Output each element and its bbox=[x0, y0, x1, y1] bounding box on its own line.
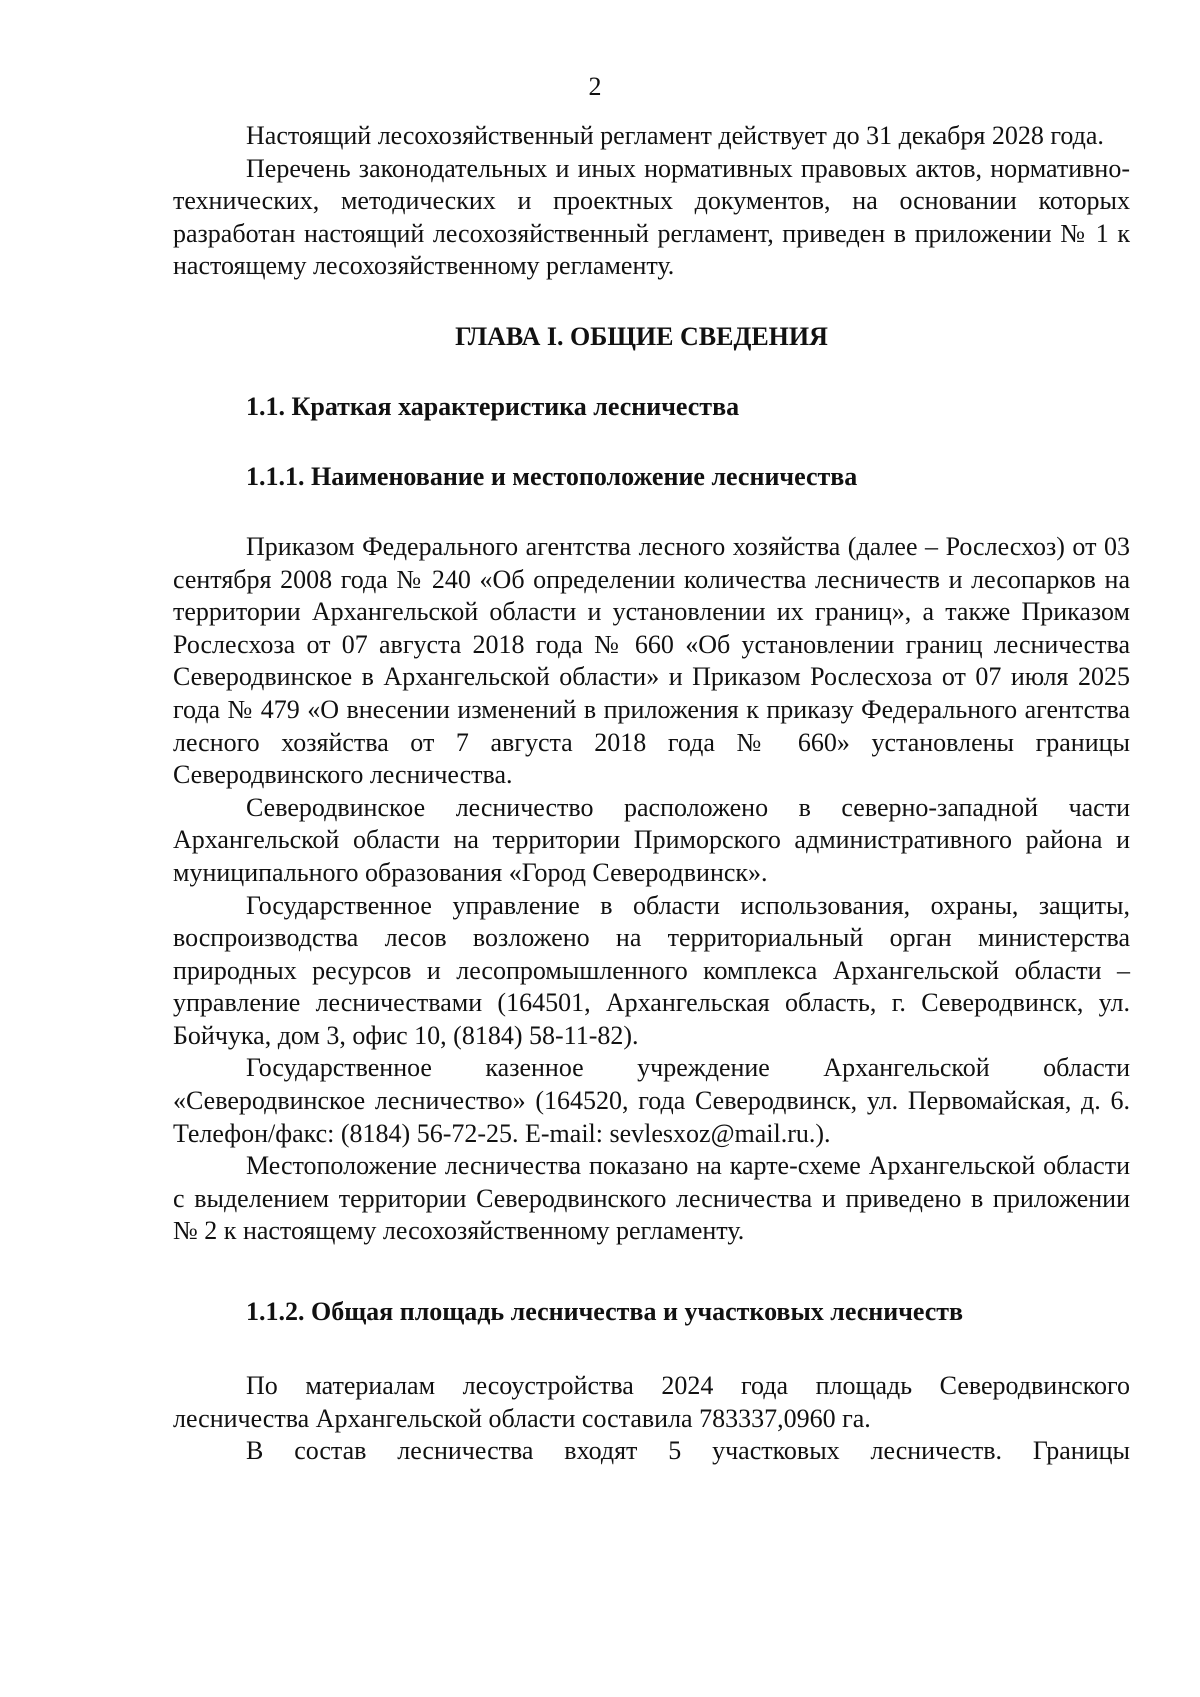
location-paragraph: Северодвинское лесничество расположено в северно-западной части Архангельской области на территории Приморского административного района и муниципального образования «Город Северодвинск». bbox=[173, 792, 1130, 887]
map-reference-paragraph: Местоположение лесничества показано на карте-схеме Архангельской области с выделением территории Северодвинского лесничества и приведено в приложении № 2 к настоящему лесохозяйственному регламенту. bbox=[173, 1151, 1130, 1246]
sub-forestries-paragraph: В состав лесничества входят 5 участковых лесничеств. Границы bbox=[246, 1436, 1130, 1466]
area-paragraph: По материалам лесоустройства 2024 года площадь Северодвинского лесничества Архангельской области составила 783337,0960 га. bbox=[173, 1371, 1130, 1433]
section-1-1-1-title: 1.1.1. Наименование и местоположение лесничества bbox=[246, 461, 858, 491]
boundaries-paragraph: Приказом Федерального агентства лесного хозяйства (далее – Рослесхоз) от 03 сентября 2008 года № 240 «Об определении количества лесничеств и лесопарков на территории Архангельской области и установлении их границ», а также Приказом Рослесхоза от 07 августа 2018 года № 660 «Об установлении границ лесничества Северодвинское в Архангельской области» и Приказом Рослесхоза от 07 июля 2025 года № 479 «О внесении изменений в приложения к приказу Федерального агентства лесного хозяйства от 7 августа 2018 года № 660» установлены границы Северодвинского лесничества. bbox=[173, 531, 1130, 790]
section-1-1-2-body bbox=[173, 1370, 1130, 1468]
management-paragraph: Государственное управление в области использования, охраны, защиты, воспроизводства лесов возложено на территориальный орган министерства природных ресурсов и лесопромышленного комплекса Архангельской области – управление лесничествами (164501, Архангельская область, г. Северодвинск, ул. Бойчука, дом 3, офис 10, (8184) 58-11-82). bbox=[173, 890, 1130, 1050]
validity-paragraph: Настоящий лесохозяйственный регламент действует до 31 декабря 2028 года. bbox=[246, 121, 1104, 150]
section-1-1-1-body bbox=[173, 531, 1130, 1248]
section-1-1-2-title: 1.1.2. Общая площадь лесничества и участковых лесничеств bbox=[246, 1297, 964, 1327]
section-1-1-title: 1.1. Краткая характеристика лесничества bbox=[246, 391, 740, 421]
document-body bbox=[173, 120, 1130, 1468]
list-of-acts-paragraph: Перечень законодательных и иных нормативных правовых актов, нормативно-технических, методических и проектных документов, на основании которых разработан настоящий лесохозяйственный регламент, приведен в приложении № 1 к настоящему лесохозяйственному регламенту. bbox=[173, 153, 1130, 281]
institution-paragraph: Государственное казенное учреждение Архангельской области «Северодвинское лесничество» (164520, года Северодвинск, ул. Первомайская, д. 6. Телефон/факс: (8184) 56-72-25. E-mail: sevlesxoz@mail.ru.). bbox=[173, 1053, 1130, 1148]
page-number: 2 bbox=[588, 72, 602, 101]
chapter-title: ГЛАВА I. ОБЩИЕ СВЕДЕНИЯ bbox=[455, 321, 828, 351]
